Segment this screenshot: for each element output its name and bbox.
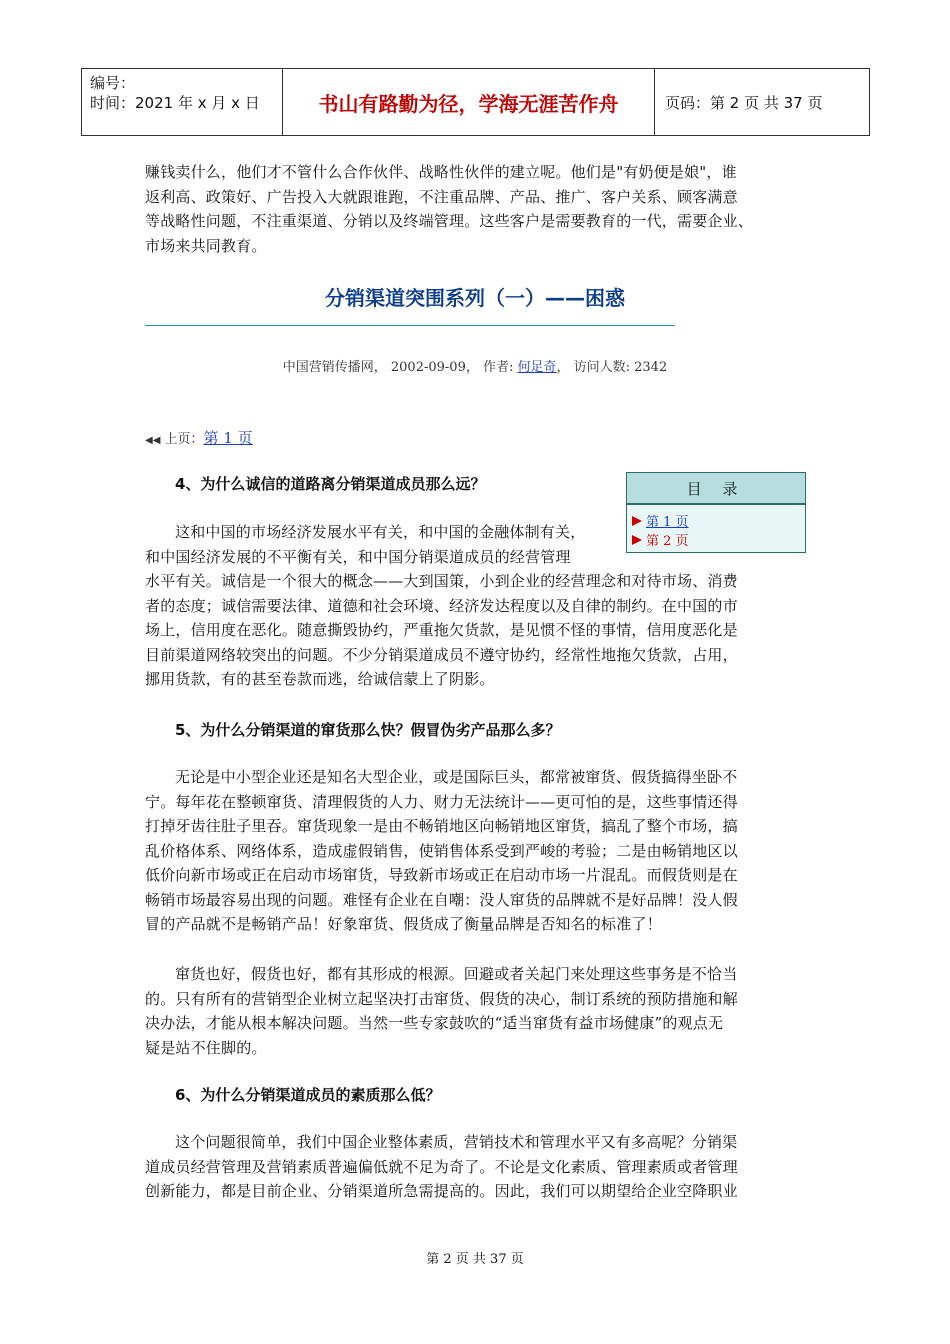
toc-item-1[interactable] (627, 511, 805, 530)
text-line: 疑是站不住脚的。 (145, 1038, 267, 1057)
text-line: 和中国经济发展的不平衡有关，和中国分销渠道成员的经营管理 (145, 547, 571, 566)
toc-title: 目 录 (627, 473, 805, 505)
text-line: 畅销市场最容易出现的问题。难怪有企业在自嘲：没人窜货的品牌就不是好品牌！没人假 (145, 890, 738, 909)
text-line: 宁。每年花在整顿窜货、清理假货的人力、财力无法统计——更可怕的是，这些事情还得 (145, 792, 738, 811)
prev-page-nav (145, 427, 253, 448)
header-meta (82, 69, 283, 135)
section-heading-5: 5、为什么分销渠道的窜货那么快？假冒伪劣产品那么多？ (175, 721, 561, 739)
meta-source: 中国营销传播网， 2002-09-09， 作者: (282, 360, 518, 375)
page-footer: 第 2 页 共 37 页 (426, 1252, 524, 1267)
triangle-right-icon (632, 516, 642, 526)
toc-link-1[interactable]: 第 1 页 (646, 515, 689, 530)
triangle-right-icon (632, 535, 642, 545)
text-line: 的。只有所有的营销型企业树立起坚决打击窜货、假货的决心，制订系统的预防措施和解 (145, 989, 738, 1008)
section-heading-4: 4、为什么诚信的道路离分销渠道成员那么远？ (175, 475, 486, 493)
text-line: 赚钱卖什么，他们才不管什么合作伙伴、战略性伙伴的建立呢。他们是"有奶便是娘"，谁 (145, 163, 737, 181)
intro-paragraph (145, 160, 805, 258)
prev-page-link[interactable]: 第 1 页 (203, 429, 253, 447)
text-line: 决办法，才能从根本解决问题。当然一些专家鼓吹的“适当窜货有益市场健康”的观点无 (145, 1014, 724, 1032)
title-divider (145, 325, 675, 326)
text-line: 窜货也好，假货也好，都有其形成的根源。回避或者关起门来处理这些事务是不恰当 (175, 965, 738, 983)
text-line: 返利高、政策好、广告投入大就跟谁跑，不注重品牌、产品、推广、客户关系、顾客满意 (145, 187, 738, 206)
toc-link-2[interactable]: 第 2 页 (646, 534, 689, 549)
text-line: 这和中国的市场经济发展水平有关，和中国的金融体制有关， (175, 523, 586, 541)
section-5-paragraph-1 (145, 765, 805, 937)
article-meta (145, 356, 805, 375)
text-line: 无论是中小型企业还是知名大型企业，或是国际巨头，都常被窜货、假货搞得坐卧不 (175, 768, 738, 786)
text-line: 挪用货款，有的甚至卷款而逃，给诚信蒙上了阴影。 (145, 670, 495, 688)
text-line: 者的态度；诚信需要法律、道德和社会环境、经济发达程度以及自律的制约。在中国的市 (145, 596, 738, 615)
document-header (81, 68, 870, 136)
text-line: 道成员经营管理及营销素质普遍偏低就不足为奇了。不论是文化素质、管理素质或者管理 (145, 1157, 738, 1176)
text-line: 场上，信用度在恶化。随意撕毁协约，严重拖欠货款，是见惯不怪的事情，信用度恶化是 (145, 621, 738, 639)
meta-visits: ， 访问人数: 2342 (556, 360, 668, 375)
toc-item-2[interactable] (627, 530, 805, 549)
section-6-paragraph (145, 1130, 805, 1204)
text-line: 打掉牙齿往肚子里吞。窜货现象一是由不畅销地区向畅销地区窜货，搞乱了整个市场，搞 (145, 817, 738, 835)
text-line: 市场来共同教育。 (145, 236, 267, 255)
section-heading-6: 6、为什么分销渠道成员的素质那么低？ (175, 1086, 441, 1104)
number-label: 编号： (90, 74, 136, 92)
time-label: 时间：2021 年 x 月 x 日 (90, 94, 260, 112)
rewind-icon: ◀◀ (145, 435, 161, 446)
text-line: 乱价格体系、网络体系，造成虚假销售，使销售体系受到严峻的考验；二是由畅销地区以 (145, 841, 738, 860)
section-5-paragraph-2 (145, 962, 805, 1060)
section-4-lines-a (145, 520, 625, 569)
prev-label: 上页： (164, 432, 204, 447)
table-of-contents (626, 472, 806, 553)
section-4-lines-b (145, 569, 805, 692)
article-title: 分销渠道突围系列（一）——困惑 (325, 286, 625, 310)
text-line: 这个问题很简单，我们中国企业整体素质，营销技术和管理水平又有多高呢？分销渠 (175, 1133, 738, 1151)
text-line: 目前渠道网络较突出的问题。不少分销渠道成员不遵守协约，经常性地拖欠货款，占用， (145, 645, 738, 664)
text-line: 创新能力，都是目前企业、分销渠道所急需提高的。因此，我们可以期望给企业空降职业 (145, 1182, 738, 1200)
header-motto: 书山有路勤为径，学海无涯苦作舟 (283, 69, 655, 135)
text-line: 冒的产品就不是畅销产品！好象窜货、假货成了衡量品牌是否知名的标准了！ (145, 915, 662, 933)
header-page-info: 页码：第 2 页 共 37 页 (665, 93, 823, 112)
text-line: 低价向新市场或正在启动市场窜货，导致新市场或正在启动市场一片混乱。而假货则是在 (145, 866, 738, 884)
author-link[interactable]: 何足奇 (517, 360, 557, 375)
text-line: 水平有关。诚信是一个很大的概念——大到国策，小到企业的经营理念和对待市场、消费 (145, 572, 738, 590)
text-line: 等战略性问题，不注重渠道、分销以及终端管理。这些客户是需要教育的一代，需要企业、 (145, 212, 754, 230)
